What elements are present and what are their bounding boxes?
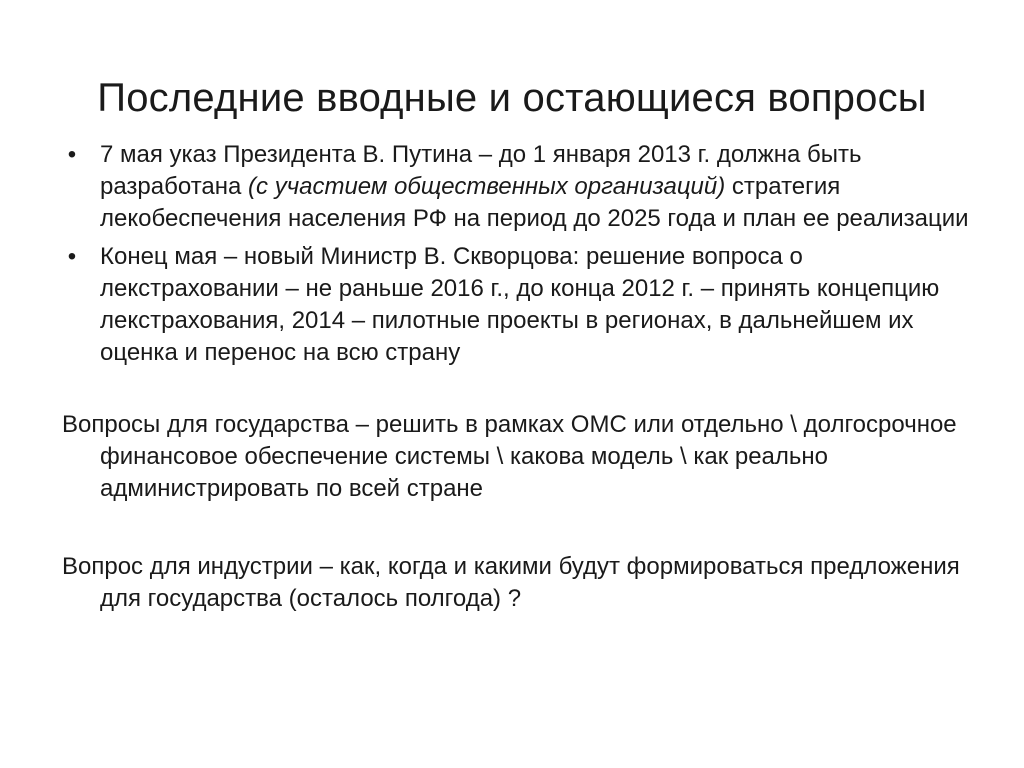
bullet-text-part: стратегия лекобеспечения населения РФ на период до 2025 года и план ее реализации <box>100 173 969 232</box>
bullet-text-italic: (с участием общественных организаций) <box>248 173 726 200</box>
slide-content <box>62 139 972 615</box>
slide-title: Последние вводные и остающиеся вопросы <box>97 76 927 120</box>
bullet-text-part: 7 мая указ Президента В. Путина – до 1 января 2013 г. должна быть разработана <box>100 141 862 200</box>
bullet-item-minister <box>62 241 972 369</box>
bullet-text: Конец мая – новый Министр В. Скворцова: решение вопроса о лекстраховании – не раньше 2016 г., до конца 2012 г. – принять концепцию лекстрахования, 2014 – пилотные проекты в регионах, в дальнейшем их оценка и перенос на всю страну <box>100 243 940 366</box>
bullet-list <box>62 139 972 369</box>
paragraph-industry-question: Вопрос для индустрии – как, когда и какими будут формироваться предложения для государства (осталось полгода) ? <box>62 553 960 612</box>
paragraph-state-questions: Вопросы для государства – решить в рамках ОМС или отдельно \ долгосрочное финансовое обеспечение системы \ какова модель \ как реально администрировать по всей стране <box>62 411 957 502</box>
bullet-item-decree <box>62 139 972 235</box>
bullet-icon: • <box>67 141 77 168</box>
bullet-icon: • <box>67 243 77 270</box>
